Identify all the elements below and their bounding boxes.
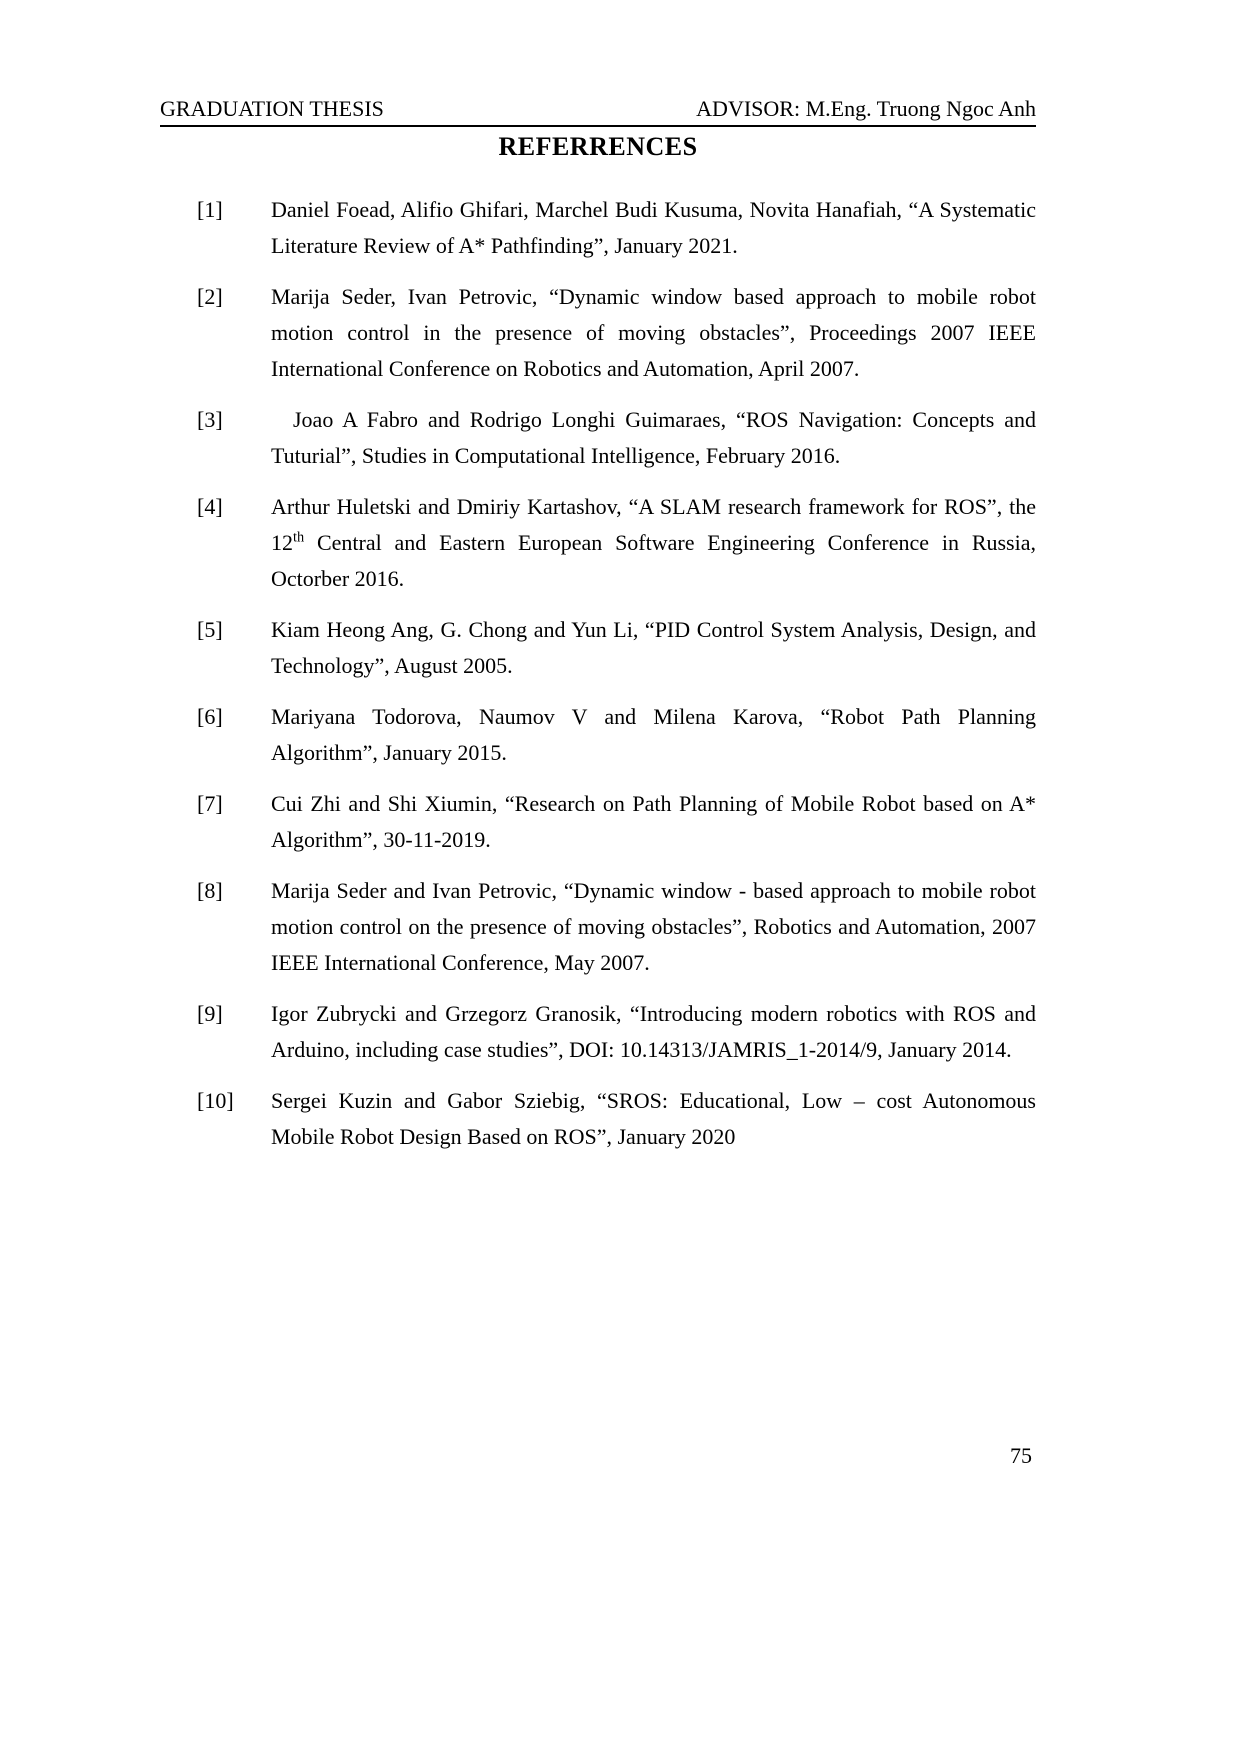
reference-item (197, 1083, 1036, 1155)
reference-item (197, 873, 1036, 981)
text-run: Arthur Huletski and Dmiriy Kartashov, “A SLAM research framework for ROS”, the 12 (271, 494, 1036, 555)
reference-number: [2] (197, 284, 223, 309)
reference-number: [10] (197, 1088, 234, 1113)
page-title: REFERRENCES (498, 132, 698, 161)
reference-list (160, 192, 1036, 1155)
reference-item (197, 612, 1036, 684)
header-right-text: ADVISOR: M.Eng. Truong Ngoc Anh (696, 96, 1036, 121)
reference-number: [8] (197, 878, 223, 903)
text-run: Mariyana Todorova, Naumov V and Milena Karova, “Robot Path Planning Algorithm”, January 2015. (271, 704, 1036, 765)
text-run: Central and Eastern European Software Engineering Conference in Russia, Octorber 2016. (271, 530, 1036, 591)
reference-number: [3] (197, 407, 223, 432)
reference-text (271, 279, 1036, 387)
reference-item (197, 699, 1036, 771)
reference-text (271, 786, 1036, 858)
text-run: Marija Seder and Ivan Petrovic, “Dynamic window - based approach to mobile robot motion control on the presence of moving obstacles”, Robotics and Automation, 2007 IEEE International Conference, May 2007. (271, 878, 1036, 975)
reference-item (197, 786, 1036, 858)
text-run: Cui Zhi and Shi Xiumin, “Research on Path Planning of Mobile Robot based on A* Algorithm”, 30-11-2019. (271, 791, 1036, 852)
text-run: Marija Seder, Ivan Petrovic, “Dynamic window based approach to mobile robot motion control in the presence of moving obstacles”, Proceedings 2007 IEEE International Conference on Robotics and Automation, April 2007. (271, 284, 1036, 381)
reference-item (197, 192, 1036, 264)
reference-number: [1] (197, 197, 223, 222)
reference-text (271, 1083, 1036, 1155)
header-left-text: GRADUATION THESIS (160, 96, 384, 121)
reference-text (271, 612, 1036, 684)
text-run: Daniel Foead, Alifio Ghifari, Marchel Budi Kusuma, Novita Hanafiah, “A Systematic Literature Review of A* Pathfinding”, January 2021. (271, 197, 1036, 258)
reference-item (197, 996, 1036, 1068)
page-number: 75 (1010, 1443, 1032, 1468)
reference-number: [7] (197, 791, 223, 816)
text-run: Sergei Kuzin and Gabor Sziebig, “SROS: Educational, Low – cost Autonomous Mobile Robot Design Based on ROS”, January 2020 (271, 1088, 1036, 1149)
reference-number: [4] (197, 494, 223, 519)
reference-item (197, 279, 1036, 387)
text-run: Joao A Fabro and Rodrigo Longhi Guimaraes, “ROS Navigation: Concepts and Tuturial”, Studies in Computational Intelligence, February 2016. (271, 407, 1036, 468)
reference-number: [9] (197, 1001, 223, 1026)
reference-text (271, 192, 1036, 264)
text-run: Igor Zubrycki and Grzegorz Granosik, “Introducing modern robotics with ROS and Arduino, including case studies”, DOI: 10.14313/JAMRIS_1-2014/9, January 2014. (271, 1001, 1036, 1062)
reference-text (271, 996, 1036, 1068)
reference-number: [6] (197, 704, 223, 729)
page-content (160, 96, 1036, 1170)
text-run: Kiam Heong Ang, G. Chong and Yun Li, “PID Control System Analysis, Design, and Technology”, August 2005. (271, 617, 1036, 678)
superscript-text: th (293, 529, 305, 546)
reference-text (271, 402, 1036, 474)
reference-text (271, 699, 1036, 771)
reference-item (197, 489, 1036, 597)
page-header (160, 96, 1036, 127)
reference-item (197, 402, 1036, 474)
reference-text (271, 873, 1036, 981)
reference-text (271, 489, 1036, 597)
reference-number: [5] (197, 617, 223, 642)
